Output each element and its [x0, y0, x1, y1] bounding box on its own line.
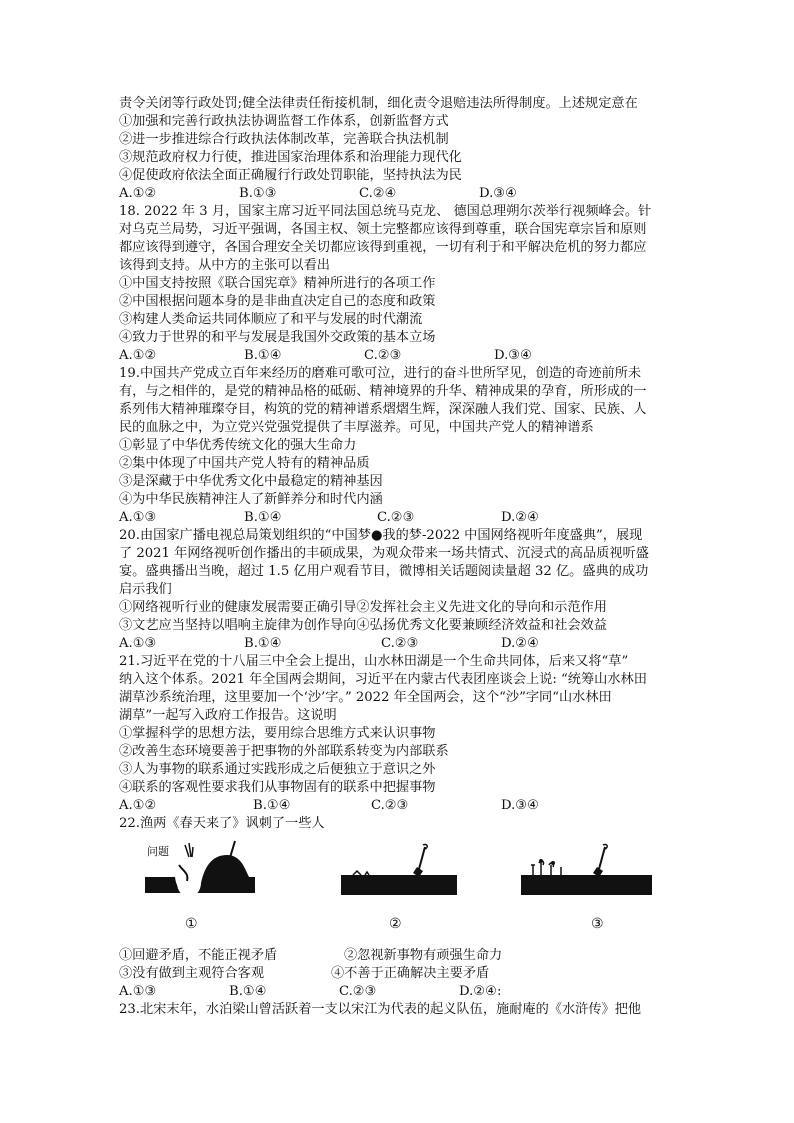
q22-options	[119, 983, 679, 1001]
q21-stem-1: 21.习近平在党的十八届三中全会上提出，山水林田湖是一个生命共同体，后来又将“草”	[119, 654, 629, 669]
q18-item-2: ②中国根据问题本身的是非曲直决定自己的态度和政策	[119, 294, 436, 309]
q22-item-3: ③没有做到主观符合客观	[119, 966, 265, 981]
q19-item-1: ①彰显了中华优秀传统文化的强大生命力	[119, 438, 357, 453]
q20-stem-4: 启示我们	[119, 582, 172, 597]
q21-item-3: ③人为事物的联系通过实践形成之后便独立于意识之外	[119, 762, 436, 777]
q20-options	[119, 635, 679, 653]
q18-item-4: ④致力于世界的和平与发展是我国外交政策的基本立场	[119, 330, 436, 345]
q17-option-d: D.③④	[479, 186, 517, 201]
q22-item-2: ②忽视新事物有顽强生命力	[344, 948, 503, 963]
q17-item-3: ③规范政府权力行使，推进国家治理体系和治理能力现代化	[119, 150, 462, 165]
q23-stem: 23.北宋末年，水泊梁山曾活跃着一支以宋江为代表的起义队伍，施耐庵的《水浒传》把他	[119, 1002, 642, 1017]
q21-option-c: C.②③	[371, 798, 409, 813]
q20-item-3-4: ③文艺应当坚持以唱响主旋律为创作导向④弘扬优秀文化要兼顾经济效益和社会效益	[119, 618, 607, 633]
q17-item-4: ④促使政府依法全面正确履行行政处罚职能，坚持执法为民	[119, 168, 462, 183]
q19-option-a: A.①③	[119, 510, 157, 525]
q19-item-4: ④为中华民族精神注人了新鲜养分和时代内涵	[119, 492, 383, 507]
cartoon-flat-ground-icon	[339, 835, 459, 915]
q20-option-d: D.②④	[501, 636, 539, 651]
q19-options	[119, 509, 679, 527]
q21-stem-2: 纳入这个体系。2021 年全国两会期间，习近平在内蒙古代表团座谈会上说: “统筹山水林田	[119, 672, 647, 687]
q17-option-a: A.①②	[119, 186, 157, 201]
q17-option-b: B.①③	[239, 186, 277, 201]
q18-option-d: D.③④	[494, 348, 532, 363]
cartoon-number-3: ③	[591, 916, 604, 932]
q19-option-b: B.①④	[244, 510, 282, 525]
q17-options	[119, 185, 679, 203]
q18-item-3: ③构建人类命运共同体顺应了和平与发展的时代潮流	[119, 312, 423, 327]
q19-stem-2: 有，与之相伴的，是党的精神品格的砥砺、精神境界的升华、精神成果的孕育，所形成的一	[119, 384, 647, 399]
q18-option-c: C.②③	[364, 348, 402, 363]
q22-option-c: C.②③	[339, 984, 377, 999]
cartoon-problem-label: 问题	[147, 845, 169, 858]
q18-stem-3: 都应该得到遵守，各国合理安全关切都应该得到重视，一切有利于和平解决危机的努力都应	[119, 240, 647, 255]
cartoon-sprouts-ground-icon	[519, 835, 654, 915]
q20-stem-2: 了 2021 年网络视听创作播出的丰硕成果，为观众带来一场共情式、沉浸式的高品质视听盛	[119, 546, 649, 561]
q21-option-a: A.①②	[119, 798, 157, 813]
q22-cartoon-strip	[119, 835, 679, 945]
q21-options	[119, 797, 679, 815]
q19-item-3: ③是深藏于中华优秀文化中最稳定的精神基因	[119, 474, 383, 489]
q18-stem-2: 对乌克兰局势，习近平强调，各国主权、领土完整都应该得到尊重，联合国宪章宗旨和原则	[119, 222, 647, 237]
q21-option-d: D.③④	[501, 798, 539, 813]
q21-stem-4: 湖草”一起写入政府工作报告。这说明	[119, 708, 337, 723]
q22-item-1: ①回避矛盾，不能正视矛盾	[119, 948, 278, 963]
q20-option-b: B.①④	[244, 636, 282, 651]
q19-option-d: D.②④	[501, 510, 539, 525]
q22-option-a: A.①③	[119, 984, 157, 999]
q20-item-1-2: ①网络视听行业的健康发展需要正确引导②发挥社会主义先进文化的导向和示范作用	[119, 600, 607, 615]
q21-item-2: ②改善生态环境要善于把事物的外部联系转变为内部联系	[119, 744, 449, 759]
q17-item-1: ①加强和完善行政执法协调监督工作体系，创新监督方式	[119, 114, 449, 129]
q20-stem-3: 宴。盛典播出当晚，超过 1.5 亿用户观看节目，微博相关话题阅读量超 32 亿。盛典的成功	[119, 564, 649, 579]
q17-option-c: C.②④	[359, 186, 397, 201]
q18-item-1: ①中国支持按照《联合国宪章》精神所进行的各项工作	[119, 276, 436, 291]
exam-content	[119, 95, 679, 1019]
q18-stem-1: 18. 2022 年 3 月，国家主席习近平同法国总统马克龙、 德国总理朔尔茨举行视频峰会。针	[119, 204, 652, 219]
q20-stem-1: 20.由国家广播电视总局策划组织的“中国梦●我的梦-2022 中国网络视听年度盛典”，展现	[119, 528, 643, 543]
q19-option-c: C.②③	[377, 510, 415, 525]
q19-stem-3: 系列伟大精神璀璨夺目，构筑的党的精神谱系熠熠生辉，深深融人我们党、国家、民族、人	[119, 402, 647, 417]
q20-option-a: A.①③	[119, 636, 157, 651]
q18-options	[119, 347, 679, 365]
q19-item-2: ②集中体现了中国共产党人特有的精神品质	[119, 456, 370, 471]
q21-item-1: ①掌握科学的思想方法，要用综合思维方式来认识事物	[119, 726, 436, 741]
q22-item-4: ④不善于正确解决主要矛盾	[331, 966, 490, 981]
q17-stem-end: 责令关闭等行政处罚;健全法律责任衔接机制，细化责令退赔违法所得制度。上述规定意在	[119, 96, 638, 111]
q20-option-c: C.②③	[381, 636, 419, 651]
cartoon-number-2: ②	[389, 916, 402, 932]
q18-option-b: B.①④	[244, 348, 282, 363]
q22-items-row-1	[119, 947, 679, 965]
q18-option-a: A.①②	[119, 348, 157, 363]
q21-option-b: B.①④	[253, 798, 291, 813]
cartoon-panel-2	[339, 835, 459, 921]
cartoon-number-1: ①	[185, 916, 198, 932]
cartoon-panel-3	[519, 835, 654, 921]
q19-stem-4: 民的血脉之中，为立党兴党强党提供了丰厚滋养。可见，中国共产党人的精神谱系	[119, 420, 594, 435]
q19-stem-1: 19.中国共产党成立百年来经历的磨难可歌可泣，进行的奋斗世所罕见，创造的奇迹前所未	[119, 366, 642, 381]
q21-item-4: ④联系的客观性要求我们从事物固有的联系中把握事物	[119, 780, 436, 795]
q22-stem: 22.渔两《春天来了》讽刺了一些人	[119, 816, 325, 831]
q18-stem-4: 该得到支持。从中方的主张可以看出	[119, 258, 330, 273]
q22-option-d: D.②④:	[459, 984, 502, 999]
q17-item-2: ②进一步推进综合行政执法体制改革，完善联合执法机制	[119, 132, 449, 147]
q21-stem-3: 湖草沙系统治理，这里要加一个‘沙’字。” 2022 年全国两会，这个“沙”字同“山水林田	[119, 690, 612, 705]
q22-option-b: B.①④	[229, 984, 267, 999]
cartoon-panel-1	[145, 835, 255, 921]
q22-items-row-2	[119, 965, 679, 983]
